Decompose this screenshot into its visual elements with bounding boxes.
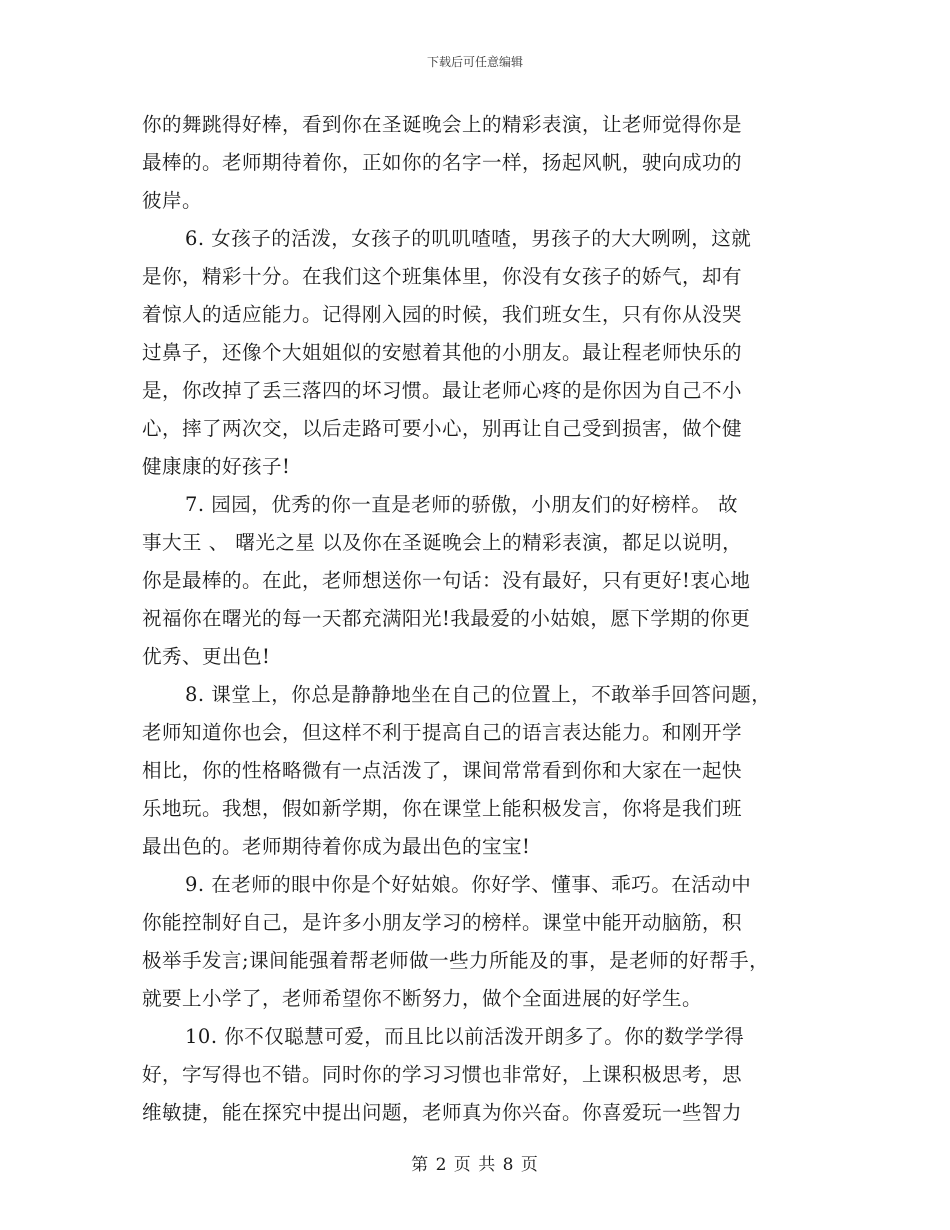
page-number: 第 2 页 共 8 页 — [411, 1155, 539, 1175]
document-body — [142, 106, 822, 1132]
paragraph-start-7: 7. 园园，优秀的你一直是老师的骄傲，小朋友们的好榜样。 故 — [185, 493, 739, 516]
text-line: 极举手发言;课间能强着帮老师做一些力所能及的事，是老师的好帮手， — [142, 949, 770, 972]
text-line: 心，摔了两次交，以后走路可要小心，别再让自己受到损害，做个健 — [142, 417, 743, 440]
text-line: 好，字写得也不错。同时你的学习习惯也非常好，上课积极思考，思 — [142, 1063, 743, 1086]
paragraph-start-10: 10. 你不仅聪慧可爱，而且比以前活泼开朗多了。你的数学学得 — [185, 1025, 745, 1048]
text-line: 你能控制好自己，是许多小朋友学习的榜样。课堂中能开动脑筋，积 — [142, 911, 743, 934]
text-line: 维敏捷，能在探究中提出问题，老师真为你兴奋。你喜爱玩一些智力 — [142, 1101, 743, 1124]
text-line: 你是最棒的。在此，老师想送你一句话：没有最好，只有更好!衷心地 — [142, 569, 751, 592]
page-header: 下载后可任意编辑 — [426, 55, 523, 69]
text-line: 着惊人的适应能力。记得刚入园的时候，我们班女生，只有你从没哭 — [142, 303, 743, 326]
text-line: 事大王 、 曙光之星 以及你在圣诞晚会上的精彩表演，都足以说明， — [142, 531, 743, 554]
text-line: 就要上小学了，老师希望你不断努力，做个全面进展的好学生。 — [142, 987, 703, 1010]
text-line: 优秀、更出色! — [142, 645, 271, 668]
text-line: 最棒的。老师期待着你，正如你的名字一样，扬起风帆，驶向成功的 — [142, 151, 743, 174]
paragraph-start-9: 9. 在老师的眼中你是个好姑娘。你好学、懂事、乖巧。在活动中 — [185, 873, 752, 896]
text-line: 祝福你在曙光的每一天都充满阳光!我最爱的小姑娘，愿下学期的你更 — [142, 607, 751, 630]
text-line: 健康康的好孩子! — [142, 455, 291, 478]
text-line: 彼岸。 — [142, 189, 203, 212]
text-line: 相比，你的性格略微有一点活泼了，课间常常看到你和大家在一起快 — [142, 759, 743, 782]
text-line: 是你，精彩十分。在我们这个班集体里，你没有女孩子的娇气，却有 — [142, 265, 743, 288]
text-line: 老师知道你也会，但这样不利于提高自己的语言表达能力。和刚开学 — [142, 721, 743, 744]
paragraph-start-6: 6. 女孩子的活泼，女孩子的叽叽喳喳，男孩子的大大咧咧，这就 — [185, 227, 752, 250]
text-line: 你的舞跳得好棒，看到你在圣诞晚会上的精彩表演，让老师觉得你是 — [142, 113, 743, 136]
text-line: 乐地玩。我想，假如新学期，你在课堂上能积极发言，你将是我们班 — [142, 797, 743, 820]
text-line: 最出色的。老师期待着你成为最出色的宝宝! — [142, 835, 531, 858]
paragraph-start-8: 8. 课堂上，你总是静静地坐在自己的位置上，不敢举手回答问题， — [185, 683, 772, 706]
text-line: 过鼻子，还像个大姐姐似的安慰着其他的小朋友。最让程老师快乐的 — [142, 341, 743, 364]
text-line: 是，你改掉了丢三落四的坏习惯。最让老师心疼的是你因为自己不小 — [142, 379, 743, 402]
